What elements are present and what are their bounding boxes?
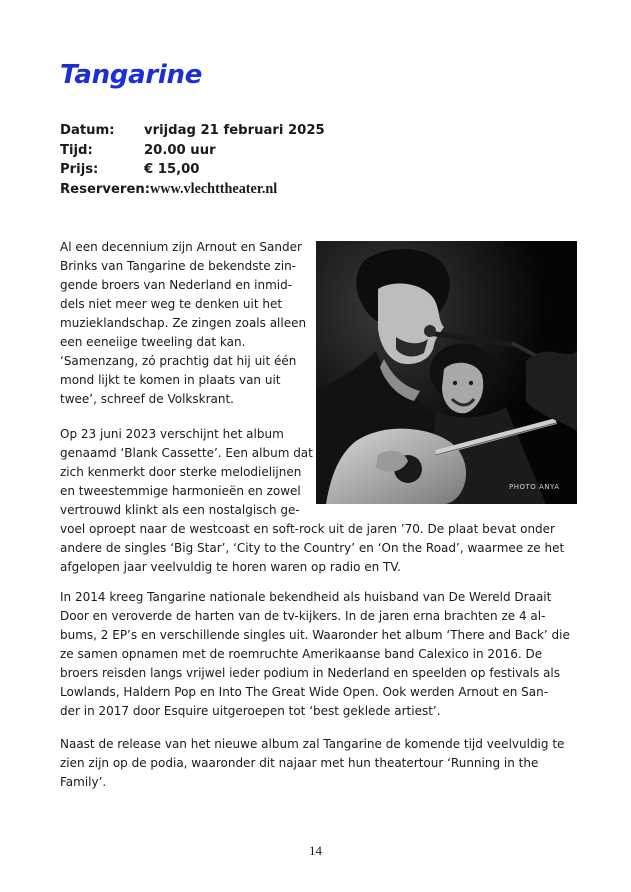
text-line: muzieklandschap. Ze zingen zoals alleen — [60, 316, 307, 330]
paragraph-album — [60, 425, 564, 577]
text-line: Door en veroverde de harten van de tv-kijkers. In de jaren erna brachten ze 4 al- — [60, 609, 546, 623]
text-line: broers reisden langs vrijwel ieder podium in Nederland en speelden op festivals als — [60, 666, 561, 680]
paragraph-history — [60, 588, 570, 721]
text-line: gende broers van Nederland en inmid- — [60, 278, 293, 292]
info-row-time — [60, 141, 325, 161]
text-line: Op 23 juni 2023 verschijnt het album — [60, 427, 284, 441]
text-line: Family’. — [60, 775, 107, 789]
text-line: zien zijn op de podia, waaronder dit najaar met hun theatertour ‘Running in the — [60, 756, 539, 770]
text-line: ‘Samenzang, zó prachtig dat hij uit één — [60, 354, 297, 368]
text-line: Lowlands, Haldern Pop en Into The Great Wide Open. Ook werden Arnout en San- — [60, 685, 549, 699]
text-line: Al een decennium zijn Arnout en Sander — [60, 240, 302, 254]
text-line: In 2014 kreeg Tangarine nationale bekendheid als huisband van De Wereld Draait — [60, 590, 552, 604]
text-line: mond lijkt te komen in plaats van uit — [60, 373, 281, 387]
info-label: Tijd: — [60, 142, 93, 158]
info-label: Reserveren: — [60, 181, 151, 197]
text-line: bums, 2 EP’s en verschillende singles uit. Waaronder het album ‘There and Back’ die — [60, 628, 570, 642]
text-line: twee’, schreef de Volkskrant. — [60, 392, 234, 406]
text-line: en tweestemmige harmonieën en zowel — [60, 484, 301, 498]
text-line: andere de singles ‘Big Star’, ‘City to the Country’ en ‘On the Road’, waarmee ze het — [60, 541, 565, 555]
paragraph-intro — [60, 238, 306, 409]
info-label: Prijs: — [60, 162, 99, 177]
text-line: genaamd ‘Blank Cassette’. Een album dat — [60, 446, 313, 460]
event-info — [60, 121, 325, 199]
page-title: Tangarine — [60, 60, 203, 90]
page-number: 14 — [309, 843, 322, 858]
text-line: dels niet meer weg te denken uit het — [60, 297, 283, 311]
text-line: zich kenmerkt door sterke melodielijnen — [60, 465, 302, 479]
text-line: der in 2017 door Esquire uitgeroepen tot ‘best geklede artiest’. — [60, 704, 441, 718]
reservation-link[interactable]: www.vlechttheater.nl — [150, 180, 278, 197]
text-line: Brinks van Tangarine de bekendste zin- — [60, 259, 297, 273]
text-line: Naast de release van het nieuwe album zal Tangarine de komende tijd veelvuldig te — [60, 737, 565, 751]
info-value-price: € 15,00 — [144, 162, 200, 177]
info-value-date: vrijdag 21 februari 2025 — [144, 123, 325, 138]
text-line: voel oproept naar de westcoast en soft-rock uit de jaren ’70. De plaat bevat onder — [60, 522, 555, 536]
info-row-reservations — [60, 180, 325, 200]
info-value-time: 20.00 uur — [144, 142, 216, 158]
info-row-date — [60, 121, 325, 141]
info-label: Datum: — [60, 123, 115, 138]
text-line: een eeneiige tweeling dat kan. — [60, 335, 246, 349]
paragraph-outlook — [60, 735, 564, 792]
info-row-price — [60, 160, 325, 180]
text-line: afgelopen jaar veelvuldig te horen waren op radio en TV. — [60, 560, 401, 574]
text-line: vertrouwd klinkt als een nostalgisch ge- — [60, 503, 300, 517]
text-line: ze samen opnamen met de roemruchte Amerikaanse band Calexico in 2016. De — [60, 647, 543, 661]
photo-watermark: PHOTO ANYA — [509, 483, 560, 491]
